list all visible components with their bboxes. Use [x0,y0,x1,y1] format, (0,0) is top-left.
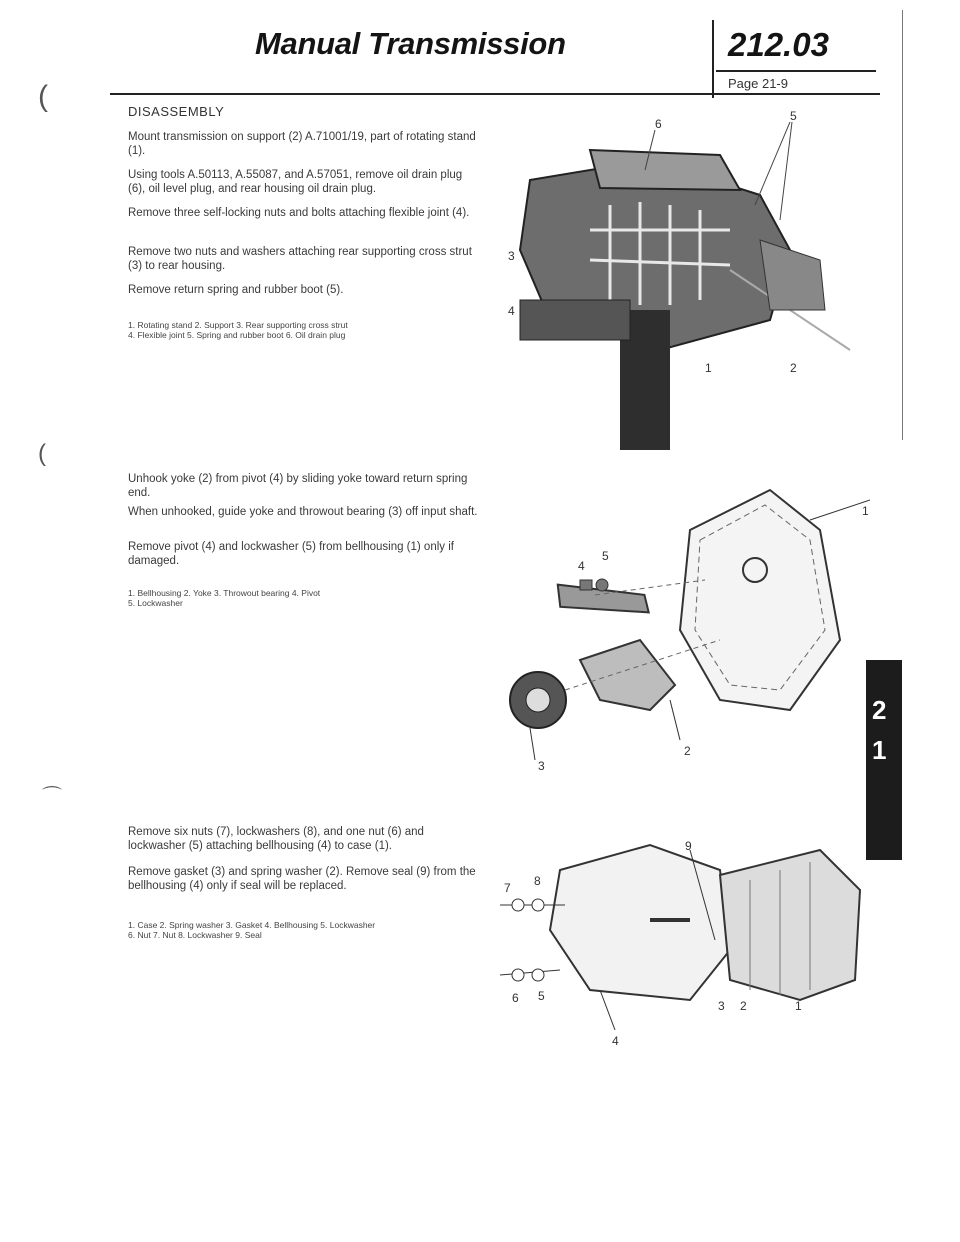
paragraph: Remove two nuts and washers attaching rear supporting cross strut (3) to rear housing. [128,246,472,272]
paragraph: Using tools A.50113, A.55087, and A.57051, remove oil drain plug (6), oil level plug, and rear housing oil drain plug. [128,169,463,195]
section-heading: DISASSEMBLY [128,104,225,119]
figure3-callout: 3 [718,999,725,1013]
caption-line: 1. Rotating stand 2. Support 3. Rear supporting cross strut [128,320,348,330]
figure-caption [128,320,488,340]
figure2-callout: 2 [684,744,691,758]
binder-hole-mark: ( [38,80,48,113]
figure3-callout: 6 [512,991,519,1005]
figure3-callout: 9 [685,839,692,853]
figure2-callout: 1 [862,504,869,518]
paragraph: Remove return spring and rubber boot (5). [128,284,344,296]
section-tab-digit: 1 [872,735,887,765]
figure1-callout: 1 [705,361,712,375]
binder-hole-mark: ⌒ [42,786,62,808]
paragraph: Remove pivot (4) and lockwasher (5) from bellhousing (1) only if damaged. [128,541,454,567]
section-tab [866,660,902,860]
header-divider-vertical [712,20,714,98]
paragraph: Remove gasket (3) and spring washer (2). Remove seal (9) from the bellhousing (4) only if seal will be replaced. [128,866,476,892]
section-number-underline [716,70,876,72]
caption-line: 5. Lockwasher [128,598,183,608]
figure2-callout: 5 [602,549,609,563]
figure1-callout: 5 [790,110,797,123]
figure3-callout: 5 [538,989,545,1003]
figure-case-bellhousing [490,830,870,1060]
figure3-callout: 7 [504,881,511,895]
figure1-callout: 3 [508,249,515,263]
binder-hole-mark: ( [38,440,46,467]
paragraph: Remove three self-locking nuts and bolts attaching flexible joint (4). [128,207,470,219]
paragraph: Unhook yoke (2) from pivot (4) by sliding yoke toward return spring end. [128,473,468,499]
figure-transmission-on-stand [490,110,870,460]
right-edge-line [902,10,903,440]
caption-line: 4. Flexible joint 5. Spring and rubber boot 6. Oil drain plug [128,330,346,340]
figure1-callout: 4 [508,304,515,318]
caption-line: 6. Nut 7. Nut 8. Lockwasher 9. Seal [128,930,262,940]
caption-line: 1. Bellhousing 2. Yoke 3. Throwout bearing 4. Pivot [128,588,321,598]
header-rule [110,93,880,95]
figure3-callout: 1 [795,999,802,1013]
figure3-callout: 4 [612,1034,619,1048]
figure1-callout: 2 [790,361,797,375]
figure2-callout: 4 [578,559,585,573]
section-number: 212.03 [728,26,829,63]
section-tab-digit: 2 [872,695,887,725]
figure1-callout: 6 [655,117,662,131]
figure-bellhousing-exploded [490,470,870,780]
figure-caption [128,588,488,608]
page-label: Page 21-9 [728,76,788,91]
page-title: Manual Transmission [255,26,566,61]
figure3-callout: 2 [740,999,747,1013]
paragraph: Remove six nuts (7), lockwashers (8), and one nut (6) and lockwasher (5) attaching bellhousing (4) to case (1). [128,826,424,852]
figure2-callout: 3 [538,759,545,773]
figure3-callout: 8 [534,874,541,888]
caption-line: 1. Case 2. Spring washer 3. Gasket 4. Bellhousing 5. Lockwasher [128,920,376,930]
paragraph: When unhooked, guide yoke and throwout bearing (3) off input shaft. [128,506,478,518]
paragraph: Mount transmission on support (2) A.71001/19, part of rotating stand (1). [128,131,476,157]
figure-caption [128,920,488,940]
